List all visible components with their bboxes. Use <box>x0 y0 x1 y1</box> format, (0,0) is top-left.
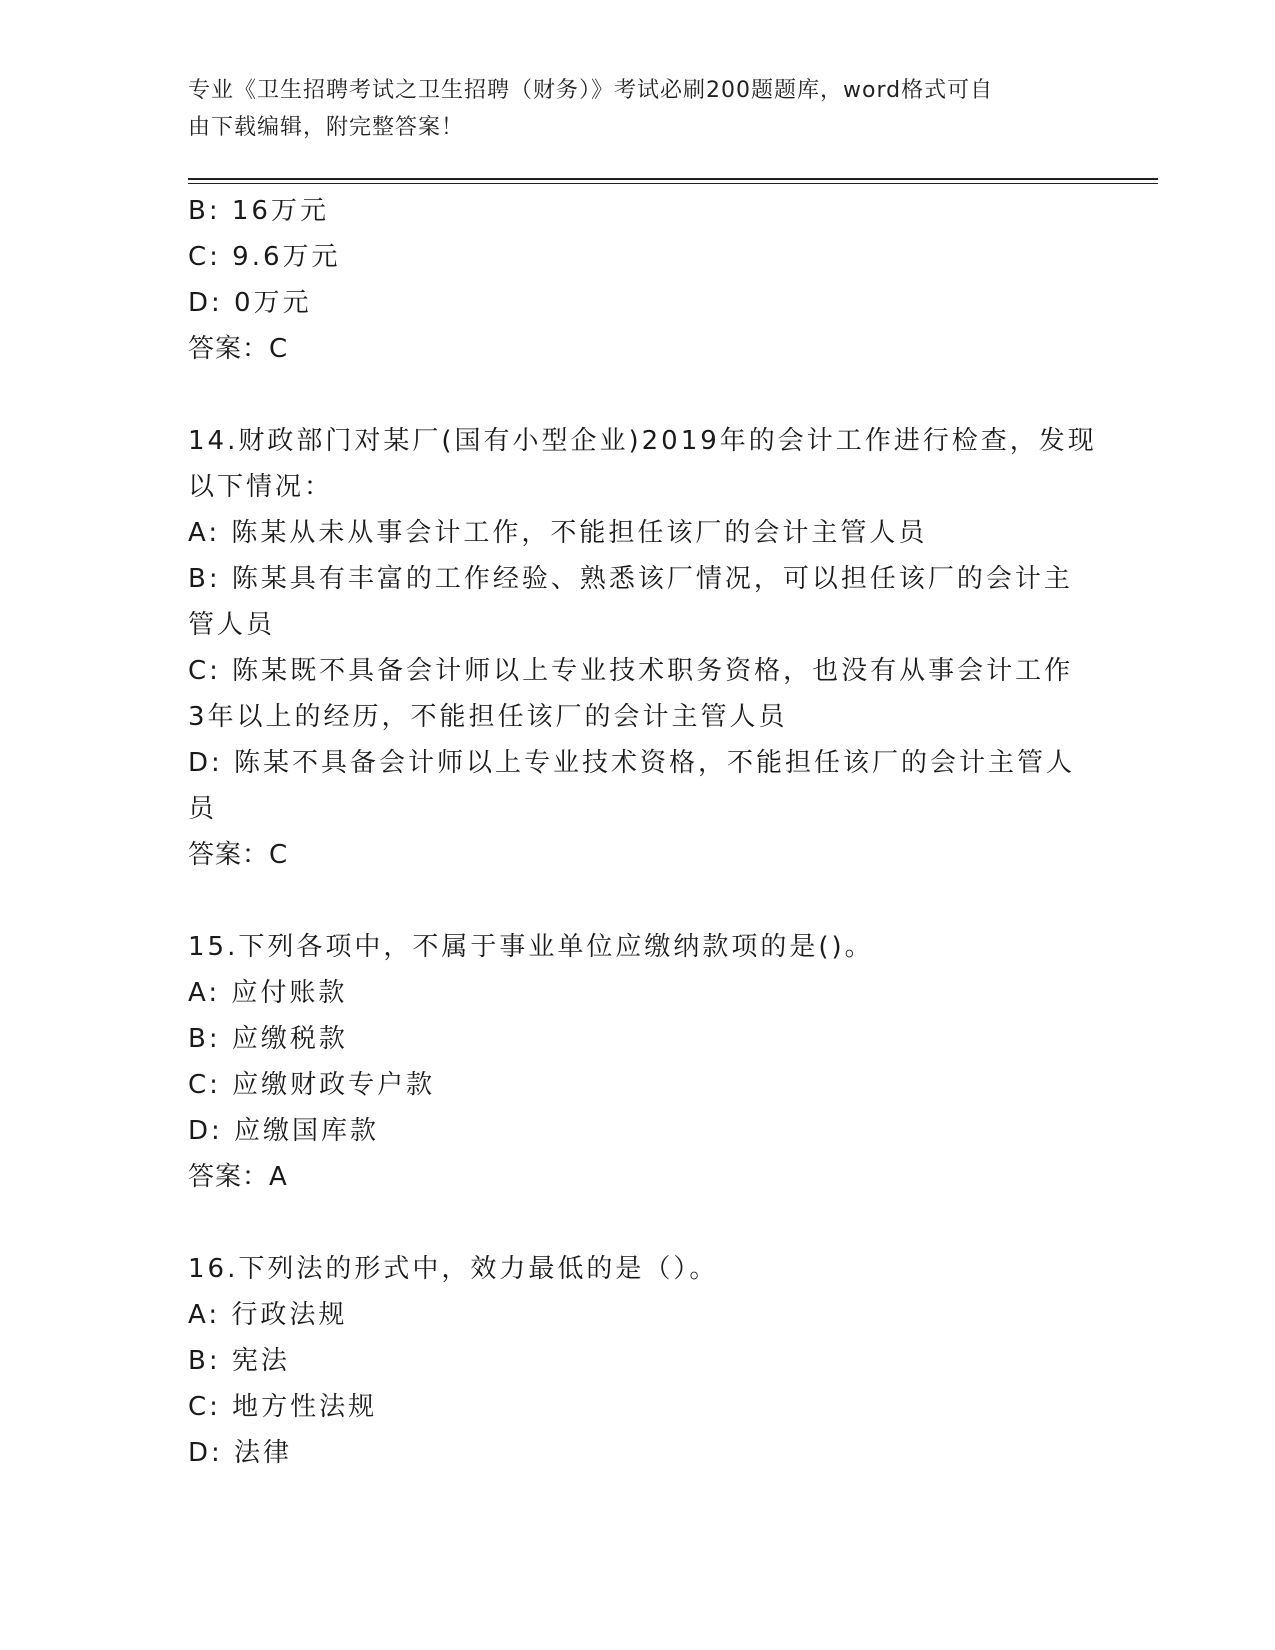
header-line-1: 专业《卫生招聘考试之卫生招聘（财务）》考试必刷200题题库，word格式可自 <box>188 78 994 103</box>
document-header <box>188 72 1088 146</box>
q13-option-c: C: 9.6万元 <box>188 242 341 272</box>
question-content <box>188 188 1097 1476</box>
q14-option-c-line-1: C: 陈某既不具备会计师以上专业技术职务资格，也没有从事会计工作 <box>188 656 1074 686</box>
q15-option-d: D: 应缴国库款 <box>188 1116 380 1146</box>
q14-option-a: A: 陈某从未从事会计工作，不能担任该厂的会计主管人员 <box>188 518 928 548</box>
spacer <box>188 878 1088 924</box>
q15-answer: 答案：A <box>188 1162 288 1192</box>
q14-option-b-line-1: B: 陈某具有丰富的工作经验、熟悉该厂情况，可以担任该厂的会计主 <box>188 564 1073 594</box>
question-13 <box>188 188 1088 372</box>
q16-option-b: B: 宪法 <box>188 1346 290 1376</box>
q14-option-c-line-2: 3年以上的经历，不能担任该厂的会计主管人员 <box>188 702 788 732</box>
q13-answer: 答案：C <box>188 334 289 364</box>
header-line-2: 由下载编辑，附完整答案！ <box>188 115 465 140</box>
q16-stem: 16.下列法的形式中，效力最低的是（）。 <box>188 1254 719 1284</box>
question-16 <box>188 1246 1088 1476</box>
q16-option-d: D: 法律 <box>188 1438 293 1468</box>
q14-answer: 答案：C <box>188 840 289 870</box>
header-rule-thick <box>188 178 1158 180</box>
question-15 <box>188 924 1088 1200</box>
q16-option-a: A: 行政法规 <box>188 1300 348 1330</box>
q15-option-a: A: 应付账款 <box>188 978 348 1008</box>
q13-option-b: B: 16万元 <box>188 196 329 226</box>
header-rule-thin <box>188 183 1158 184</box>
q15-option-c: C: 应缴财政专户款 <box>188 1070 436 1100</box>
q14-option-b-line-2: 管人员 <box>188 610 276 640</box>
spacer <box>188 1200 1088 1246</box>
q15-stem: 15.下列各项中，不属于事业单位应缴纳款项的是()。 <box>188 932 874 962</box>
q15-option-b: B: 应缴税款 <box>188 1024 348 1054</box>
q14-option-d-line-1: D: 陈某不具备会计师以上专业技术资格，不能担任该厂的会计主管人 <box>188 748 1076 778</box>
q13-option-d: D: 0万元 <box>188 288 312 318</box>
q16-option-c: C: 地方性法规 <box>188 1392 378 1422</box>
q14-option-d-line-2: 员 <box>188 794 218 824</box>
spacer <box>188 372 1088 418</box>
q14-stem-line-1: 14.财政部门对某厂(国有小型企业)2019年的会计工作进行检查，发现 <box>188 426 1097 456</box>
question-14 <box>188 418 1097 878</box>
q14-stem-line-2: 以下情况： <box>188 472 334 502</box>
